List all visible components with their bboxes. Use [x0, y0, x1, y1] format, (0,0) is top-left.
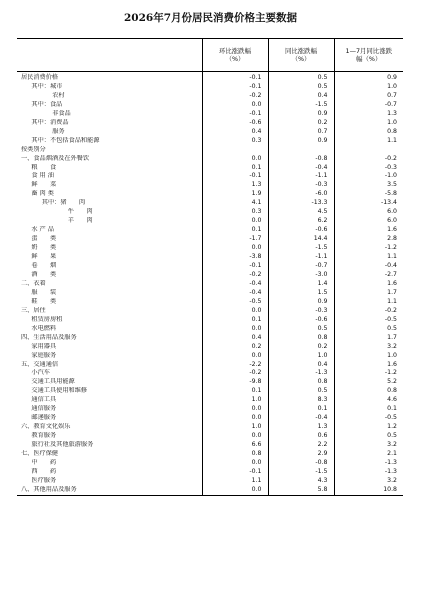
table-row — [17, 352, 403, 361]
cell-mom: 0.0 — [202, 352, 268, 361]
row-label: 服务 — [52, 127, 65, 135]
cell-mom: -0.1 — [202, 262, 268, 271]
row-label: 六、教育文化娱乐 — [21, 423, 71, 431]
cell-mom: 0.0 — [202, 217, 268, 226]
row-label: 鲜 菜 — [31, 181, 57, 189]
cell-yoy: 0.4 — [268, 361, 334, 370]
cell-mom: -0.1 — [202, 72, 268, 83]
table-row — [17, 92, 403, 101]
cell-ytd: 2.8 — [334, 235, 403, 244]
cpi-table — [17, 38, 403, 496]
cell-yoy: -0.4 — [268, 414, 334, 423]
cell-ytd: -1.3 — [334, 468, 403, 477]
table-row — [17, 110, 403, 119]
cell-ytd: 3.2 — [334, 477, 403, 486]
cell-yoy: -0.6 — [268, 226, 334, 235]
cell-mom: 0.0 — [202, 307, 268, 316]
cell-yoy: 4.3 — [268, 477, 334, 486]
row-label: 其中：猪 肉 — [41, 199, 86, 207]
cell-mom: 0.0 — [202, 432, 268, 441]
table-row — [17, 307, 403, 316]
table-row — [17, 164, 403, 173]
cell-ytd: -0.7 — [334, 101, 403, 110]
table-row — [17, 271, 403, 280]
table-row — [17, 190, 403, 199]
table-row — [17, 387, 403, 396]
row-label: 奶 类 — [31, 244, 57, 252]
cell-mom: 1.9 — [202, 190, 268, 199]
row-label: 四、生活用品及服务 — [21, 333, 77, 341]
cell-mom: -2.2 — [202, 361, 268, 370]
table-row — [17, 477, 403, 486]
cell-mom: 0.1 — [202, 226, 268, 235]
cell-yoy: -0.3 — [268, 307, 334, 316]
cell-ytd: -0.2 — [334, 307, 403, 316]
cell-ytd: -1.2 — [334, 369, 403, 378]
cell-mom: -0.4 — [202, 280, 268, 289]
row-label: 鞋 类 — [31, 297, 57, 305]
header-yoy — [268, 39, 334, 72]
cell-yoy: -1.5 — [268, 468, 334, 477]
cell-yoy: -0.7 — [268, 262, 334, 271]
table-row — [17, 459, 403, 468]
cell-ytd: 2.1 — [334, 450, 403, 459]
row-label: 蛋 类 — [31, 235, 57, 243]
cell-yoy: 0.5 — [268, 72, 334, 83]
row-label: 八、其他用品及服务 — [17, 486, 202, 495]
row-label: 羊 肉 — [67, 217, 93, 225]
table-row — [17, 280, 403, 289]
table-row — [17, 217, 403, 226]
cell-yoy: -0.4 — [268, 164, 334, 173]
cell-mom: 0.0 — [202, 101, 268, 110]
cell-ytd: 1.0 — [334, 83, 403, 92]
cell-mom: 0.1 — [202, 387, 268, 396]
cell-ytd: -1.2 — [334, 244, 403, 253]
table-row — [17, 289, 403, 298]
cell-ytd: 0.8 — [334, 128, 403, 137]
row-label: 其中：不包括食品和能源 — [31, 136, 100, 144]
row-label: 水 产 品 — [31, 226, 54, 234]
row-label: 畜 肉 类 — [31, 190, 54, 198]
header-ytd-label: 1—7月同比涨跌幅（%） — [345, 46, 392, 63]
table-row — [17, 101, 403, 110]
cell-ytd: 1.0 — [334, 352, 403, 361]
cell-ytd: 3.2 — [334, 441, 403, 450]
row-label: 医疗服务 — [31, 476, 57, 484]
cell-mom — [202, 146, 268, 155]
table-row — [17, 226, 403, 235]
cell-mom: -0.2 — [202, 271, 268, 280]
cell-yoy: 4.5 — [268, 208, 334, 217]
cell-mom: -0.1 — [202, 83, 268, 92]
cell-yoy: 0.4 — [268, 92, 334, 101]
cell-ytd: 6.0 — [334, 208, 403, 217]
cell-ytd: -0.4 — [334, 262, 403, 271]
cell-yoy: 2.9 — [268, 450, 334, 459]
cell-mom: 0.0 — [202, 244, 268, 253]
cell-ytd: 3.2 — [334, 343, 403, 352]
row-label: 牛 肉 — [67, 208, 93, 216]
table-row — [17, 405, 403, 414]
row-label: 水电燃料 — [31, 324, 57, 332]
cell-ytd: -13.4 — [334, 199, 403, 208]
row-label: 教育服务 — [31, 432, 57, 440]
cell-ytd: 1.1 — [334, 253, 403, 262]
cell-yoy: 14.4 — [268, 235, 334, 244]
cell-yoy: 0.5 — [268, 325, 334, 334]
cell-mom: 0.0 — [202, 325, 268, 334]
table-row — [17, 316, 403, 325]
cell-ytd: 1.3 — [334, 110, 403, 119]
table-row — [17, 83, 403, 92]
cell-ytd: 6.0 — [334, 217, 403, 226]
row-label: 一、食品烟酒及在外餐饮 — [21, 154, 90, 162]
cell-ytd: 0.9 — [334, 72, 403, 83]
table-row — [17, 172, 403, 181]
cell-mom: 0.3 — [202, 208, 268, 217]
cell-ytd: 0.5 — [334, 325, 403, 334]
cell-mom: -9.8 — [202, 378, 268, 387]
cell-yoy: 0.7 — [268, 128, 334, 137]
row-label: 交通工具用能源 — [31, 378, 75, 386]
cell-mom: -0.1 — [202, 110, 268, 119]
row-label: 家庭服务 — [31, 351, 57, 359]
table-row — [17, 486, 403, 495]
row-label: 小汽车 — [31, 369, 50, 377]
table-row — [17, 253, 403, 262]
table-row — [17, 235, 403, 244]
cell-yoy: -1.5 — [268, 101, 334, 110]
cell-yoy: -0.6 — [268, 316, 334, 325]
row-label: 租赁房房租 — [31, 315, 63, 323]
table-row — [17, 361, 403, 370]
cell-yoy — [268, 146, 334, 155]
cell-yoy: 0.2 — [268, 119, 334, 128]
table-row — [17, 468, 403, 477]
cell-yoy: 0.9 — [268, 298, 334, 307]
cell-ytd: 1.0 — [334, 119, 403, 128]
cell-yoy: 0.9 — [268, 110, 334, 119]
cell-mom: 0.0 — [202, 155, 268, 164]
cell-ytd: 0.8 — [334, 387, 403, 396]
cell-ytd — [334, 146, 403, 155]
cell-mom: 1.3 — [202, 181, 268, 190]
cell-yoy: -6.0 — [268, 190, 334, 199]
cell-mom: 1.0 — [202, 423, 268, 432]
cell-ytd: 5.2 — [334, 378, 403, 387]
header-yoy-label: 同比涨跌幅（%） — [285, 46, 317, 63]
cell-yoy: 5.8 — [268, 486, 334, 495]
cell-mom: 0.0 — [202, 414, 268, 423]
table-row — [17, 298, 403, 307]
row-label: 按类别分 — [21, 145, 46, 153]
table-row — [17, 181, 403, 190]
cell-mom: 0.3 — [202, 137, 268, 146]
table-row — [17, 72, 403, 83]
row-label: 邮递服务 — [31, 414, 57, 422]
cell-ytd: -0.3 — [334, 164, 403, 173]
cell-ytd: -0.5 — [334, 414, 403, 423]
cell-mom: 4.1 — [202, 199, 268, 208]
table-row — [17, 334, 403, 343]
cell-yoy: 0.2 — [268, 343, 334, 352]
table-row — [17, 199, 403, 208]
row-label: 居民消费价格 — [21, 74, 59, 81]
cell-yoy: -0.8 — [268, 459, 334, 468]
cell-yoy: 1.5 — [268, 289, 334, 298]
row-label: 非食品 — [52, 109, 71, 117]
cell-yoy: 1.4 — [268, 280, 334, 289]
cell-ytd: 1.6 — [334, 280, 403, 289]
cell-yoy: 8.3 — [268, 396, 334, 405]
cell-yoy: -0.8 — [268, 155, 334, 164]
row-label: 五、交通通信 — [21, 360, 59, 368]
cell-ytd: -5.8 — [334, 190, 403, 199]
cell-ytd: 0.7 — [334, 92, 403, 101]
header-mom-label: 环比涨跌幅（%） — [219, 46, 251, 63]
cell-mom: -0.6 — [202, 119, 268, 128]
cell-yoy: 2.2 — [268, 441, 334, 450]
cell-yoy: -1.3 — [268, 369, 334, 378]
row-label: 卷 烟 — [31, 262, 57, 270]
row-label: 酒 类 — [31, 270, 57, 278]
table-row — [17, 146, 403, 155]
table-row — [17, 432, 403, 441]
cell-ytd: 0.5 — [334, 432, 403, 441]
cell-mom: 0.4 — [202, 334, 268, 343]
row-label: 西 药 — [31, 467, 57, 475]
row-label: 中 药 — [31, 458, 57, 466]
cell-ytd: 4.6 — [334, 396, 403, 405]
cell-yoy: 0.6 — [268, 432, 334, 441]
cell-yoy: 0.5 — [268, 83, 334, 92]
cell-yoy: -1.1 — [268, 172, 334, 181]
cell-mom: 6.6 — [202, 441, 268, 450]
table-row — [17, 369, 403, 378]
row-label: 通信服务 — [31, 405, 57, 413]
header-mom — [202, 39, 268, 72]
row-label: 交通工具使用和维修 — [31, 387, 88, 395]
cell-yoy: -1.1 — [268, 253, 334, 262]
table-row — [17, 137, 403, 146]
cell-ytd: 3.5 — [334, 181, 403, 190]
cell-mom: 1.0 — [202, 396, 268, 405]
table-row — [17, 450, 403, 459]
cell-yoy: 1.3 — [268, 423, 334, 432]
table-row — [17, 325, 403, 334]
cell-yoy: 0.8 — [268, 378, 334, 387]
row-label: 鲜 果 — [31, 253, 57, 261]
cell-mom: 0.0 — [202, 486, 268, 495]
cell-ytd: -0.2 — [334, 155, 403, 164]
cell-ytd: 1.2 — [334, 423, 403, 432]
table-row — [17, 128, 403, 137]
cell-mom: 0.0 — [202, 405, 268, 414]
cell-yoy: 0.5 — [268, 387, 334, 396]
table-row — [17, 119, 403, 128]
row-label: 粮 食 — [31, 163, 57, 171]
table-row — [17, 208, 403, 217]
row-label: 七、医疗保健 — [21, 450, 59, 458]
cell-ytd: -0.5 — [334, 316, 403, 325]
row-label: 食 用 油 — [31, 172, 54, 180]
header-blank — [17, 39, 202, 72]
row-label: 服 装 — [31, 288, 57, 296]
cell-ytd: -2.7 — [334, 271, 403, 280]
header-row — [17, 39, 403, 72]
cell-ytd: 1.1 — [334, 137, 403, 146]
cell-mom: 1.1 — [202, 477, 268, 486]
row-label: 二、衣着 — [21, 279, 46, 287]
row-label: 农村 — [52, 91, 65, 99]
row-label: 家用器具 — [31, 342, 57, 350]
cell-yoy: -3.0 — [268, 271, 334, 280]
table-row — [17, 414, 403, 423]
cell-mom: 0.8 — [202, 450, 268, 459]
table-row — [17, 262, 403, 271]
table-row — [17, 423, 403, 432]
cell-yoy: -1.5 — [268, 244, 334, 253]
cell-mom: -0.1 — [202, 468, 268, 477]
cell-mom: 0.2 — [202, 343, 268, 352]
row-label: 其中：城市 — [31, 82, 63, 90]
cell-ytd: 1.6 — [334, 226, 403, 235]
cell-ytd: 0.1 — [334, 405, 403, 414]
cell-ytd: 1.7 — [334, 289, 403, 298]
table-title: 2026年7月份居民消费价格主要数据 — [123, 12, 298, 24]
cell-ytd: 1.1 — [334, 298, 403, 307]
table-row — [17, 396, 403, 405]
table-row — [17, 378, 403, 387]
cell-ytd: -1.0 — [334, 172, 403, 181]
cell-ytd: 1.6 — [334, 361, 403, 370]
cell-mom: 0.4 — [202, 128, 268, 137]
row-label: 旅行社及其他旅游服务 — [31, 441, 94, 449]
table-row — [17, 244, 403, 253]
row-label: 通信工具 — [31, 396, 57, 404]
cell-ytd: 1.7 — [334, 334, 403, 343]
cell-mom: -3.8 — [202, 253, 268, 262]
cell-mom: -0.2 — [202, 369, 268, 378]
table-row — [17, 343, 403, 352]
cell-yoy: 0.8 — [268, 334, 334, 343]
cell-yoy: -13.3 — [268, 199, 334, 208]
cell-mom: -0.2 — [202, 92, 268, 101]
cell-mom: -0.1 — [202, 172, 268, 181]
cell-ytd: -1.3 — [334, 459, 403, 468]
cell-yoy: 0.9 — [268, 137, 334, 146]
row-label: 其中：食品 — [31, 100, 63, 108]
cell-yoy: -0.3 — [268, 181, 334, 190]
cell-yoy: 6.2 — [268, 217, 334, 226]
cell-mom: 0.1 — [202, 316, 268, 325]
row-label: 三、居住 — [21, 306, 46, 314]
cell-ytd: 10.8 — [334, 486, 403, 495]
cell-yoy: 1.0 — [268, 352, 334, 361]
table-body — [17, 72, 403, 496]
row-label: 其中：消费品 — [31, 118, 69, 126]
cell-yoy: 0.1 — [268, 405, 334, 414]
table-row — [17, 441, 403, 450]
header-ytd — [334, 39, 403, 72]
cell-mom: -0.5 — [202, 298, 268, 307]
cell-mom: 0.0 — [202, 459, 268, 468]
cell-mom: 0.1 — [202, 164, 268, 173]
cell-mom: -1.7 — [202, 235, 268, 244]
cell-mom: -0.4 — [202, 289, 268, 298]
table-row — [17, 155, 403, 164]
